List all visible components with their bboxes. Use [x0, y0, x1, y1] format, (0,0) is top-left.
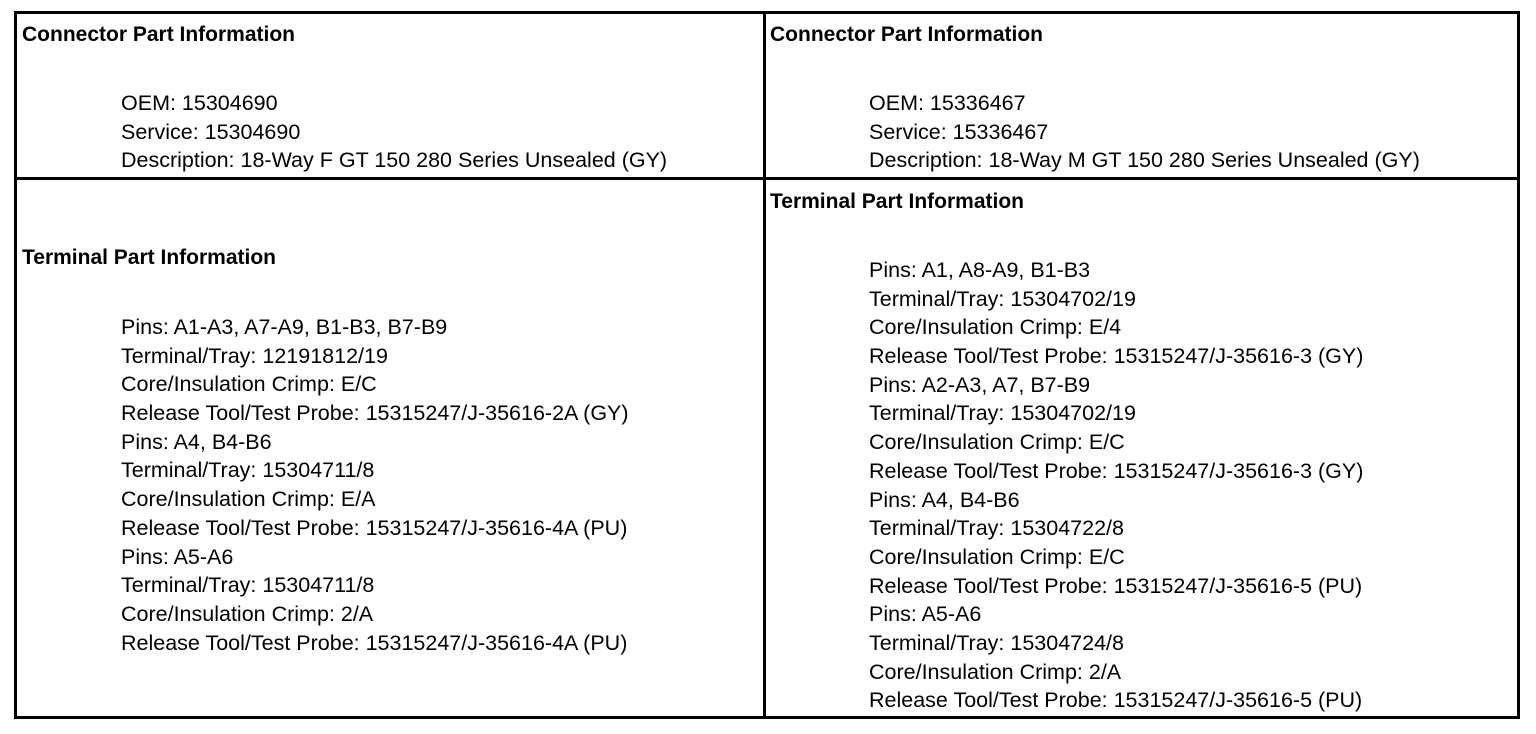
right-terminal-line: Pins: A5-A6 — [869, 602, 982, 627]
right-terminal-line: Release Tool/Test Probe: 15315247/J-35616-5 (PU) — [869, 688, 1363, 713]
right-terminal-line: Pins: A4, B4-B6 — [869, 487, 1020, 512]
left-terminal-line: Release Tool/Test Probe: 15315247/J-35616-4A (PU) — [121, 630, 628, 655]
right-terminal-line: Pins: A1, A8-A9, B1-B3 — [869, 258, 1091, 282]
right-terminal-line: Release Tool/Test Probe: 15315247/J-35616-5 (PU) — [869, 573, 1363, 598]
left-terminal-line: Release Tool/Test Probe: 15315247/J-35616-2A (GY) — [121, 401, 629, 426]
left-connector-oem: OEM: 15304690 — [121, 91, 278, 115]
right-terminal-line: Terminal/Tray: 15304722/8 — [869, 516, 1124, 541]
left-terminal-line: Pins: A5-A6 — [121, 544, 234, 569]
right-terminal-line: Terminal/Tray: 15304702/19 — [869, 401, 1136, 426]
right-connector-heading: Connector Part Information — [770, 23, 1044, 46]
right-terminal-line: Terminal/Tray: 15304702/19 — [869, 286, 1136, 311]
right-connector-cell — [766, 14, 1517, 177]
left-terminal-cell — [17, 180, 763, 716]
right-terminal-line: Release Tool/Test Probe: 15315247/J-35616-3 (GY) — [869, 344, 1364, 369]
right-connector-description: Description: 18-Way M GT 150 280 Series Unsealed (GY) — [869, 148, 1420, 173]
left-terminal-line: Core/Insulation Crimp: E/C — [121, 372, 377, 397]
left-connector-heading: Connector Part Information — [22, 23, 296, 46]
right-terminal-line: Core/Insulation Crimp: E/C — [869, 430, 1125, 455]
left-terminal-line: Terminal/Tray: 15304711/8 — [121, 458, 375, 483]
right-connector-oem: OEM: 15336467 — [869, 91, 1026, 115]
right-terminal-details — [869, 256, 1363, 715]
right-terminal-line: Core/Insulation Crimp: E/C — [869, 544, 1125, 569]
left-connector-service: Service: 15304690 — [121, 119, 301, 144]
left-connector-details — [121, 89, 667, 175]
left-terminal-line: Release Tool/Test Probe: 15315247/J-35616-4A (PU) — [121, 515, 628, 540]
left-connector-cell — [17, 14, 763, 177]
right-terminal-cell — [766, 180, 1517, 716]
right-terminal-line: Core/Insulation Crimp: E/4 — [869, 315, 1122, 340]
left-terminal-line: Pins: A4, B4-B6 — [121, 429, 272, 454]
left-terminal-line: Terminal/Tray: 15304711/8 — [121, 573, 375, 598]
right-connector-details — [869, 89, 1420, 175]
left-terminal-line: Pins: A1-A3, A7-A9, B1-B3, B7-B9 — [121, 315, 448, 339]
left-terminal-line: Core/Insulation Crimp: 2/A — [121, 601, 374, 626]
right-terminal-heading: Terminal Part Information — [770, 190, 1024, 213]
right-terminal-line: Pins: A2-A3, A7, B7-B9 — [869, 372, 1091, 397]
left-terminal-heading: Terminal Part Information — [22, 246, 276, 269]
right-terminal-line: Release Tool/Test Probe: 15315247/J-35616-3 (GY) — [869, 458, 1364, 483]
right-terminal-line: Core/Insulation Crimp: 2/A — [869, 659, 1122, 684]
right-connector-service: Service: 15336467 — [869, 119, 1049, 144]
left-terminal-details — [121, 313, 629, 657]
left-terminal-line: Core/Insulation Crimp: E/A — [121, 487, 376, 512]
left-terminal-line: Terminal/Tray: 12191812/19 — [121, 343, 388, 368]
left-connector-description: Description: 18-Way F GT 150 280 Series Unsealed (GY) — [121, 148, 668, 173]
connector-info-table — [14, 11, 1520, 719]
right-terminal-line: Terminal/Tray: 15304724/8 — [869, 630, 1124, 655]
